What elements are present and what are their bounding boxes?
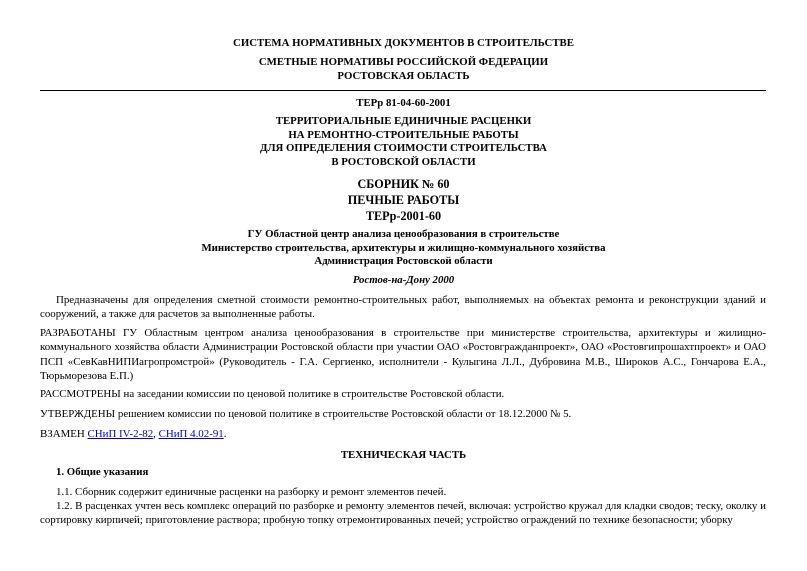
doc-code-block — [0, 97, 807, 111]
organization-line: Министерство строительства, архитектуры и жилищно-коммунального хозяйства — [201, 241, 606, 254]
header-system: СИСТЕМА НОРМАТИВНЫХ ДОКУМЕНТОВ В СТРОИТЕЛЬСТВЕ — [233, 37, 574, 49]
title-line: В РОСТОВСКОЙ ОБЛАСТИ — [331, 155, 476, 168]
item-1-1: 1.1. Сборник содержит единичные расценки на разборку и ремонт элементов печей. — [56, 486, 447, 498]
replaced-prefix: ВЗАМЕН — [40, 428, 88, 440]
item-1-2: 1.2. В расценках учтен весь комплекс операций по разборке и ремонту элементов печей, включая: устройство кружал для кладки сводов; теску, околку и сортировку кирпичей; приготовление раствора; пробную топку отремонтированных печей; устройство ограждений по технике безопасности; уборку — [40, 500, 766, 527]
paragraph-developed: РАЗРАБОТАНЫ ГУ Областным центром анализа ценообразования в строительстве при министерстве строительства, архитектуры и жилищно-коммунального хозяйства области Администрации Ростовской области при участии ОАО «Ростовгражданпроект», ОАО «Ростовгипрошахтпроект» и ОАО ПСП «СевКавНИПИагропромстрой» (Руководитель - Г.А. Сергиенко, исполнители - Кулыгина Л.Л., Дубровина М.В., Широков А.С., Гончарова Е.А., Тюрьморезова Е.П.) — [40, 327, 766, 383]
technical-heading: ТЕХНИЧЕСКАЯ ЧАСТЬ — [340, 449, 467, 461]
organization-line: Администрация Ростовской области — [314, 255, 493, 268]
collection-title — [0, 177, 807, 224]
doc-code: ТЕРр 81-04-60-2001 — [356, 97, 451, 109]
city-year: Ростов-на-Дону 2000 — [352, 274, 455, 286]
title-line: ТЕРРИТОРИАЛЬНЫЕ ЕДИНИЧНЫЕ РАСЦЕНКИ — [275, 115, 532, 127]
collection-name: ПЕЧНЫЕ РАБОТЫ — [347, 192, 460, 207]
snip-iv-2-82-link[interactable]: СНиП IV-2-82 — [87, 428, 154, 440]
collection-number: СБОРНИК № 60 — [357, 177, 450, 191]
organization-line: ГУ Областной центр анализа ценообразования в строительстве — [247, 228, 560, 240]
replaced-separator: , — [153, 428, 159, 440]
header-system-block — [0, 37, 807, 51]
paragraph-intended: Предназначены для определения сметной стоимости ремонтно-строительных работ, выполняемых на объектах ремонта и реконструкции зданий и сооружений, а также для расчетов за выполненные работы. — [40, 294, 766, 321]
paragraph-approved: УТВЕРЖДЕНЫ решением комиссии по ценовой политике в строительстве Ростовской области от 18.12.2000 № 5. — [40, 408, 572, 420]
document-title — [0, 115, 807, 169]
technical-heading-block — [0, 449, 807, 463]
paragraph-reviewed: РАССМОТРЕНЫ на заседании комиссии по ценовой политике в строительстве Ростовской области. — [40, 388, 505, 400]
header-norms-block — [0, 56, 807, 83]
snip-4-02-91-link[interactable]: СНиП 4.02-91 — [158, 428, 224, 440]
horizontal-divider — [40, 90, 766, 91]
organizations-block — [0, 228, 807, 269]
title-line: НА РЕМОНТНО-СТРОИТЕЛЬНЫЕ РАБОТЫ — [288, 128, 519, 141]
title-line: ДЛЯ ОПРЕДЕЛЕНИЯ СТОИМОСТИ СТРОИТЕЛЬСТВА — [260, 142, 547, 155]
replaced-suffix: . — [223, 428, 227, 440]
section-general-heading: 1. Общие указания — [56, 466, 149, 478]
paragraph-replaced — [40, 427, 766, 441]
header-region: РОСТОВСКАЯ ОБЛАСТЬ — [337, 69, 470, 82]
city-year-block — [0, 274, 807, 288]
header-norms: СМЕТНЫЕ НОРМАТИВЫ РОССИЙСКОЙ ФЕДЕРАЦИИ — [258, 56, 549, 68]
collection-code: ТЕРр-2001-60 — [365, 208, 442, 223]
